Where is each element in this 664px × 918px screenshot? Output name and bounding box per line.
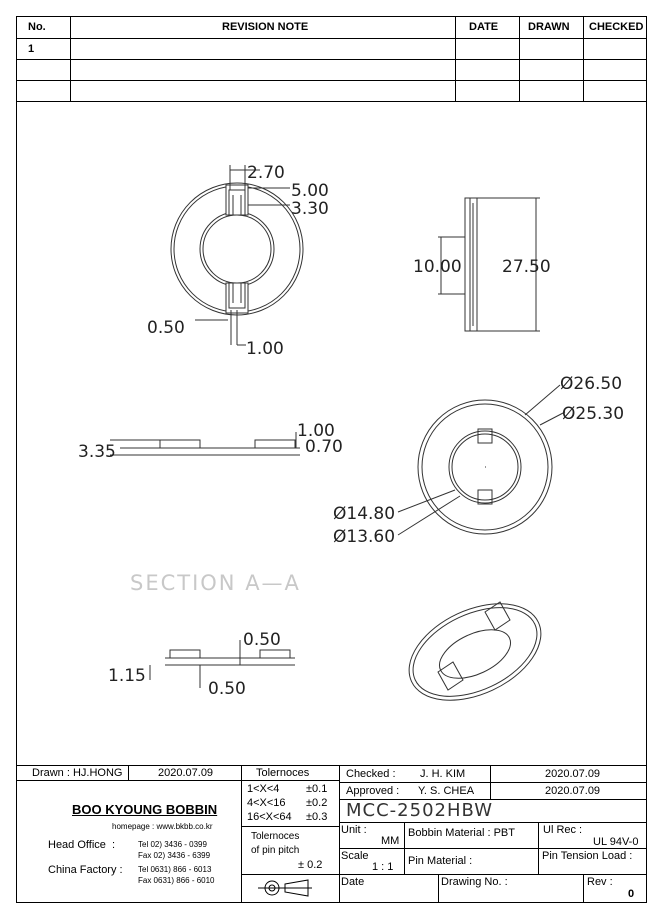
tol-range-1: 1<X<4 <box>247 783 280 795</box>
head-office-fax: Fax 02) 3436 - 6399 <box>138 851 211 860</box>
dim-outer-height: 27.50 <box>502 257 551 277</box>
dim-id2: Ø13.60 <box>333 527 396 547</box>
dim-slot-width: 2.70 <box>247 163 285 183</box>
checked-name: J. H. KIM <box>420 768 466 780</box>
rev-header-checked: CHECKED <box>589 21 644 33</box>
dim-id1: Ø14.80 <box>333 504 396 524</box>
head-office-label: Head Office : <box>48 839 116 851</box>
dim-pin: 1.00 <box>246 339 284 359</box>
dim-od2: Ø25.30 <box>562 404 625 424</box>
pin-material: Pin Material : <box>408 855 473 867</box>
pitch-title-1: Tolernoces <box>251 831 300 842</box>
tol-value-1: ±0.1 <box>306 783 328 795</box>
ul-label: Ul Rec : <box>543 824 583 836</box>
china-factory-fax: Fax 0631) 866 - 6010 <box>138 876 215 885</box>
tol-value-2: ±0.2 <box>306 797 328 809</box>
dim-flange: 1.00 <box>297 421 335 441</box>
head-office-tel: Tel 02) 3436 - 0399 <box>138 840 207 849</box>
rev-header-date: DATE <box>469 21 499 33</box>
tolerances-title: Tolernoces <box>256 767 310 779</box>
checked-label: Checked : <box>346 768 396 780</box>
rev-value: 0 <box>628 888 635 900</box>
ul-value: UL 94V-0 <box>593 836 639 848</box>
pin-tension: Pin Tension Load : <box>542 850 633 862</box>
rev-header-note: REVISION NOTE <box>222 21 309 33</box>
dim-inner-slot: 3.30 <box>291 199 329 219</box>
date-label: Date <box>341 876 365 888</box>
rev-header-no: No. <box>28 21 46 33</box>
drawn-date: 2020.07.09 <box>158 767 214 779</box>
dim-detail-top: 0.50 <box>243 630 281 650</box>
approved-date: 2020.07.09 <box>545 785 601 797</box>
section-label: SECTION A—A <box>130 571 301 595</box>
dim-od1: Ø26.50 <box>560 374 623 394</box>
tol-range-3: 16<X<64 <box>247 811 292 823</box>
unit-label: Unit : <box>341 824 367 836</box>
company-name: BOO KYOUNG BOBBIN <box>72 802 218 817</box>
rev-row-no: 1 <box>28 43 35 55</box>
dim-section-height: 3.35 <box>78 442 116 462</box>
approved-name: Y. S. CHEA <box>418 785 475 797</box>
scale-value: 1 : 1 <box>372 861 394 873</box>
china-factory-label: China Factory : <box>48 864 123 876</box>
dim-detail-bottom: 0.50 <box>208 679 246 699</box>
china-factory-tel: Tel 0631) 866 - 6013 <box>138 865 212 874</box>
dim-outer-slot: 5.00 <box>291 181 329 201</box>
drawn-label: Drawn : HJ.HONG <box>32 767 123 779</box>
tol-value-3: ±0.3 <box>306 811 328 823</box>
dim-inner-height: 10.00 <box>413 257 462 277</box>
unit-value: MM <box>381 835 400 847</box>
dim-wall: 0.50 <box>147 318 185 338</box>
scale-label: Scale <box>341 850 369 862</box>
part-number: MCC-2502HBW <box>346 800 494 821</box>
approved-label: Approved : <box>346 785 400 797</box>
dim-detail-left: 1.15 <box>108 666 146 686</box>
drawing-no: Drawing No. : <box>441 876 508 888</box>
rev-header-drawn: DRAWN <box>528 21 570 33</box>
homepage: homepage : www.bkbb.co.kr <box>112 822 213 831</box>
checked-date: 2020.07.09 <box>545 768 601 780</box>
tol-range-2: 4<X<16 <box>247 797 286 809</box>
dim-step: 0.70 <box>305 437 343 457</box>
rev-label: Rev : <box>587 876 613 888</box>
pitch-title-2: of pin pitch <box>251 845 300 856</box>
bobbin-material: Bobbin Material : PBT <box>408 827 515 839</box>
pitch-value: ± 0.2 <box>298 859 323 871</box>
